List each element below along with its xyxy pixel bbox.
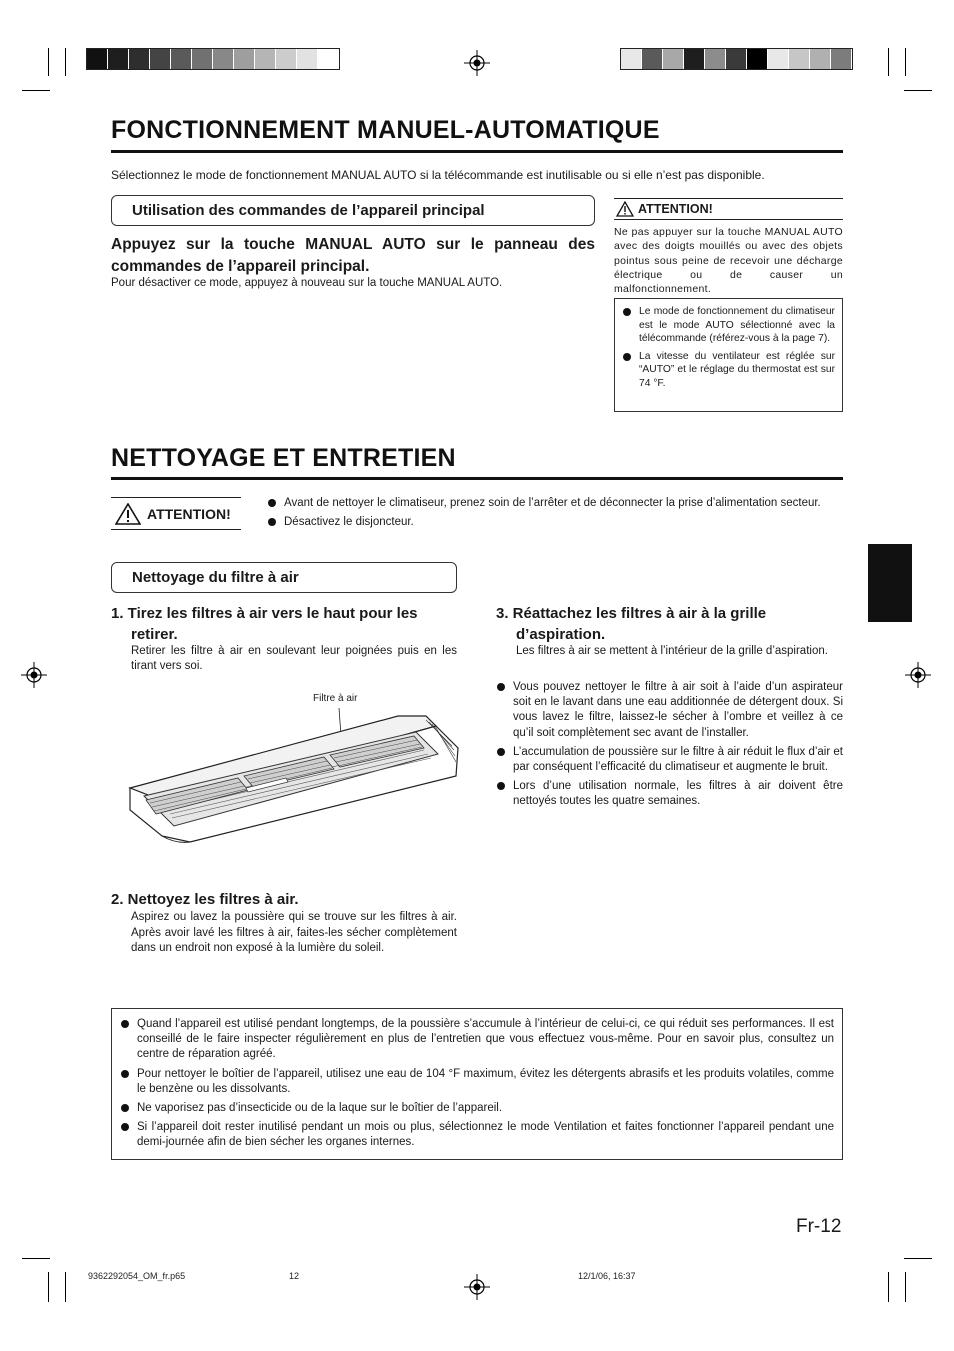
step3-bullets	[497, 680, 843, 810]
color-swatch	[642, 49, 663, 69]
maintenance-bullet-text: Pour nettoyer le boîtier de l’appareil, utilisez une eau de 104 °F maximum, évitez les détergents abrasifs et les produits volatiles, comme le benzène ou les dissolvants.	[137, 1067, 834, 1095]
color-swatch	[663, 49, 684, 69]
cleaning-attention-list	[268, 496, 843, 530]
step3-bullet	[497, 779, 843, 809]
maintenance-bullet	[121, 1067, 834, 1097]
footer-timestamp: 12/1/06, 16:37	[578, 1271, 636, 1281]
color-swatch	[810, 49, 831, 69]
color-swatch	[150, 49, 171, 69]
bullet-icon	[623, 353, 631, 361]
color-swatch	[213, 49, 234, 69]
attention-label: ATTENTION!	[638, 202, 713, 216]
step1-text: Retirer les filtre à air en soulevant leur poignées puis en les tirant vers soi.	[131, 645, 457, 673]
bullet-icon	[121, 1020, 129, 1028]
color-swatch	[831, 49, 852, 69]
step3-bullet	[497, 745, 843, 775]
section-rule	[111, 477, 843, 480]
color-swatch	[234, 49, 255, 69]
color-swatch	[297, 49, 318, 69]
attention-bullet-text: Avant de nettoyer le climatiseur, prenez soin de l’arrêter et de déconnecter la prise d’alimentation secteur.	[284, 497, 821, 509]
color-swatch	[108, 49, 129, 69]
section-title-cleaning: NETTOYAGE ET ENTRETIEN	[111, 444, 456, 472]
color-swatch	[747, 49, 768, 69]
figure-label-filter: Filtre à air	[313, 693, 358, 704]
color-swatch	[129, 49, 150, 69]
registration-mark-icon	[464, 50, 490, 76]
color-swatch	[318, 49, 339, 69]
color-swatch	[726, 49, 747, 69]
maintenance-bullet	[121, 1120, 834, 1150]
bullet-icon	[268, 518, 276, 526]
attention-label: ATTENTION!	[147, 505, 231, 522]
cleaning-attention-label	[111, 497, 241, 530]
footer-page: 12	[289, 1271, 300, 1281]
step1-title: 1. Tirez les filtres à air vers le haut pour les retirer.	[111, 605, 418, 643]
color-swatch	[192, 49, 213, 69]
step2-text: Aspirez ou lavez la poussière qui se trouve sur les filtres à air. Après avoir lavé les filtres à air, faites-les sécher complètement dans un endroit non exposé à la lumière du soleil.	[131, 911, 457, 955]
subheader-main-unit-controls	[111, 195, 595, 226]
color-swatch	[789, 49, 810, 69]
attention-bullet	[268, 496, 843, 511]
color-swatch	[684, 49, 705, 69]
registration-mark-icon	[905, 662, 931, 688]
subheader-label: Utilisation des commandes de l’appareil principal	[132, 202, 485, 219]
step3-bullet	[497, 680, 843, 741]
color-swatch	[621, 49, 642, 69]
info-bullet-text: Le mode de fonctionnement du climatiseur est le mode AUTO sélectionné avec la télécommande (référez-vous à la page 7).	[639, 306, 835, 345]
air-conditioner-illustration	[126, 706, 462, 846]
maintenance-bullet-text: Ne vaporisez pas d’insecticide ou de la laque sur le boîtier de l’appareil.	[137, 1102, 503, 1115]
step3-title: 3. Réattachez les filtres à air à la grille d’aspiration.	[496, 605, 767, 643]
side-tab-marker	[868, 544, 912, 622]
attention-bullet	[268, 515, 843, 530]
bullet-icon	[121, 1070, 129, 1078]
bullet-icon	[497, 782, 505, 790]
color-swatch	[705, 49, 726, 69]
bullet-icon	[121, 1104, 129, 1112]
manual-auto-intro: Sélectionnez le mode de fonctionnement MANUAL AUTO si la télécommande est inutilisable ou si elle n’est pas disponible.	[111, 168, 765, 182]
page-number: Fr-12	[796, 1216, 842, 1237]
color-swatch	[87, 49, 108, 69]
attention-text: Ne pas appuyer sur la touche MANUAL AUTO avec des doigts mouillés ou avec des objets pointus sous peine de recevoir une décharge électrique ou de causer un malfonctionnement.	[614, 226, 843, 296]
color-swatch	[768, 49, 789, 69]
info-box	[614, 298, 843, 412]
bullet-icon	[121, 1123, 129, 1131]
maintenance-bullet-text: Quand l’appareil est utilisé pendant longtemps, de la poussière s’accumule à l’intérieur de celui-ci, ce qui réduit ses performances. Il est conseillé de le faire inspecter régulièrement en plus de l’entretien que vous effectuez vous-même. Pour en savoir plus, consultez un centre de réparation agréé.	[137, 1018, 834, 1061]
section-rule	[111, 150, 843, 153]
color-swatch	[255, 49, 276, 69]
bullet-icon	[497, 748, 505, 756]
subheader-label: Nettoyage du filtre à air	[132, 569, 299, 586]
color-calibration-strip-left	[86, 48, 340, 70]
registration-mark-icon	[464, 1274, 490, 1300]
warning-icon	[115, 503, 141, 525]
section-title-manual-auto: FONCTIONNEMENT MANUEL-AUTOMATIQUE	[111, 116, 660, 144]
warning-icon	[616, 201, 634, 217]
maintenance-notes-box	[111, 1008, 843, 1160]
manual-auto-note: Pour désactiver ce mode, appuyez à nouveau sur la touche MANUAL AUTO.	[111, 277, 503, 289]
registration-mark-icon	[21, 662, 47, 688]
bullet-icon	[623, 308, 631, 316]
step3-text: Les filtres à air se mettent à l’intérieur de la grille d’aspiration.	[516, 645, 828, 657]
step3-bullet-text: Lors d’une utilisation normale, les filtres à air doivent être nettoyés toutes les quatre semaines.	[513, 780, 843, 808]
subheader-filter-cleaning	[111, 562, 457, 593]
maintenance-bullet	[121, 1017, 834, 1063]
step2-title: 2. Nettoyez les filtres à air.	[111, 891, 299, 908]
info-bullet-text: La vitesse du ventilateur est réglée sur “AUTO” et le réglage du thermostat est sur 74 °F.	[639, 350, 835, 389]
manual-auto-instruction: Appuyez sur la touche MANUAL AUTO sur le panneau des commandes de l’appareil principal.	[111, 236, 595, 275]
bullet-icon	[497, 683, 505, 691]
attention-bullet-text: Désactivez le disjoncteur.	[284, 516, 414, 528]
bullet-icon	[268, 499, 276, 507]
maintenance-bullet	[121, 1101, 834, 1116]
color-swatch	[276, 49, 297, 69]
step3-bullet-text: L’accumulation de poussière sur le filtre à air réduit le flux d’air et par conséquent l’efficacité du climatiseur et augmente le bruit.	[513, 745, 843, 774]
info-bullet	[623, 350, 835, 391]
maintenance-bullet-text: Si l’appareil doit rester inutilisé pendant un mois ou plus, sélectionnez le mode Ventilation et faites fonctionner l’appareil pendant une demi-journée afin de bien sécher les organes internes.	[137, 1121, 834, 1149]
color-swatch	[171, 49, 192, 69]
info-bullet	[623, 305, 835, 346]
footer-file: 9362292054_OM_fr.p65	[88, 1271, 186, 1281]
attention-header	[614, 198, 843, 220]
step3-bullet-text: Vous pouvez nettoyer le filtre à air soit à l’aide d’un aspirateur soit en le lavant dans une eau additionnée de détergent doux. Si vous lavez le filtre, laissez-le sécher à l’ombre et veillez à ce qu’il soit complètement sec avant de l’installer.	[513, 681, 843, 739]
color-calibration-strip-right	[620, 48, 853, 70]
